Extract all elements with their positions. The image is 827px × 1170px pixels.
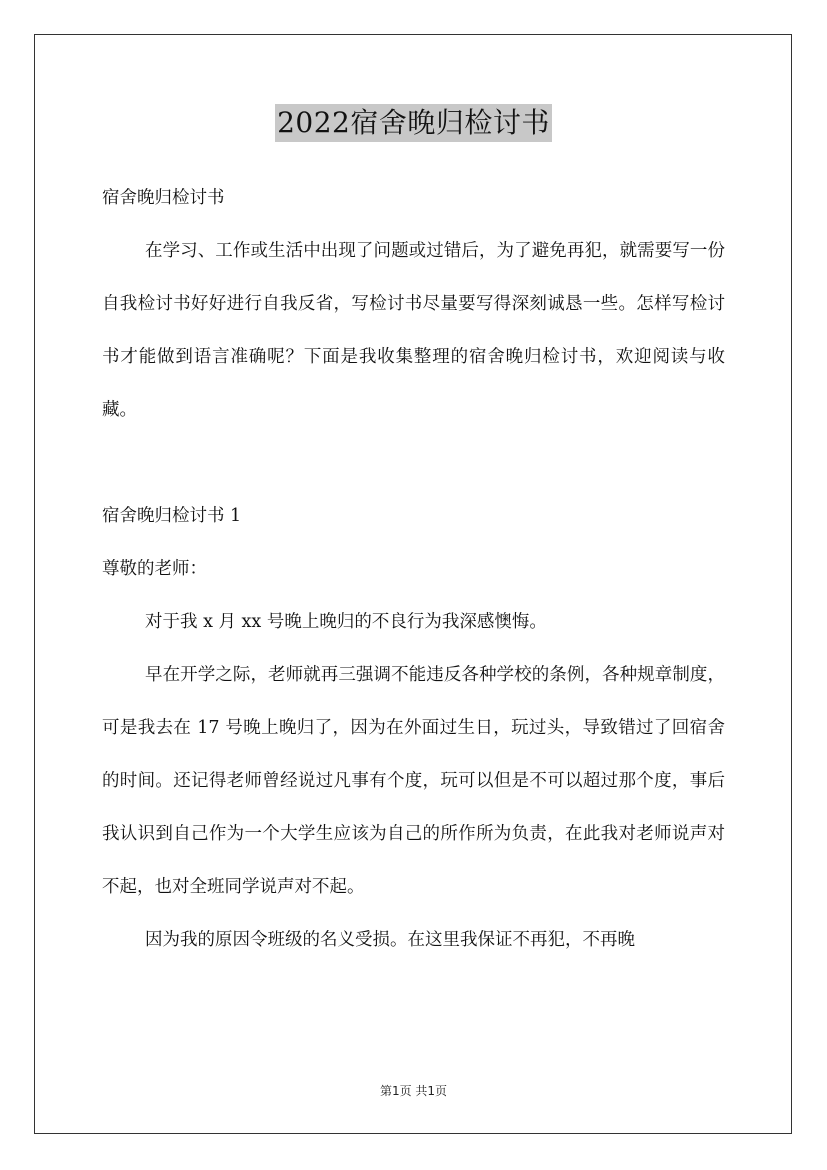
document-title: 2022宿舍晚归检讨书 <box>275 104 552 142</box>
blank-line <box>102 437 725 490</box>
document-body <box>102 172 725 967</box>
section-heading: 宿舍晚归检讨书 <box>102 188 225 208</box>
page-number: 第1页 共1页 <box>379 1084 448 1098</box>
body-paragraph: 早在开学之际，老师就再三强调不能违反各种学校的条例，各种规章制度，可是我去在 17 号晚上晚归了，因为在外面过生日，玩过头，导致错过了回宿舍的时间。还记得老师曾经说过凡事有个度，玩可以但是不可以超过那个度，事后我认识到自己作为一个大学生应该为自己的所作所为负责，在此我对老师说声对不起，也对全班同学说声对不起。 <box>102 665 725 897</box>
intro-paragraph: 在学习、工作或生活中出现了问题或过错后，为了避免再犯，就需要写一份自我检讨书好好进行自我反省，写检讨书尽量要写得深刻诚恳一些。怎样写检讨书才能做到语言准确呢？下面是我收集整理的宿舍晚归检讨书，欢迎阅读与收藏。 <box>102 241 725 420</box>
body-paragraph: 因为我的原因令班级的名义受损。在这里我保证不再犯，不再晚 <box>145 930 635 950</box>
body-paragraph: 对于我 x 月 xx 号晚上晚归的不良行为我深感懊悔。 <box>145 612 547 632</box>
salutation: 尊敬的老师： <box>102 559 207 579</box>
letter-title: 宿舍晚归检讨书 1 <box>102 506 242 526</box>
title-container <box>0 104 827 142</box>
page-footer <box>0 1082 827 1099</box>
